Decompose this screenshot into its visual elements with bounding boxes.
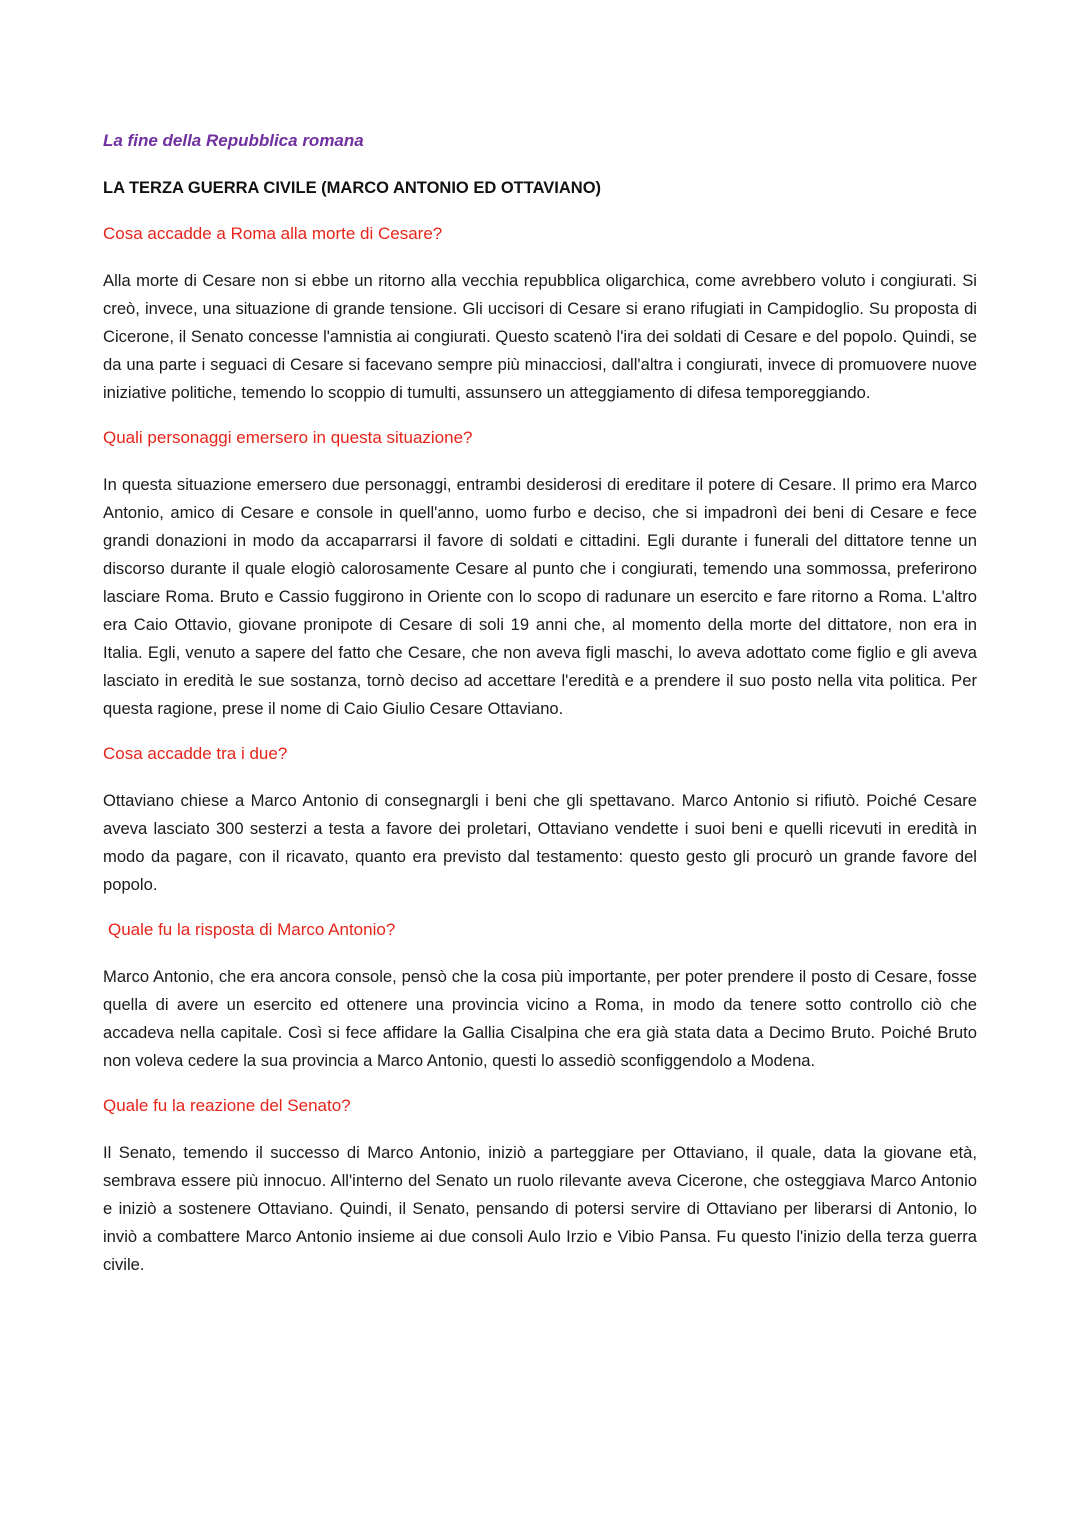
document-title: La fine della Repubblica romana	[103, 131, 364, 150]
answer-1: Alla morte di Cesare non si ebbe un ritorno alla vecchia repubblica oligarchica, come avrebbero voluto i congiurati. Si creò, invece, una situazione di grande tensione. Gli uccisori di Cesare si erano rifugiati in Campidoglio. Su proposta di Cicerone, il Senato concesse l'amnistia ai congiurati. Questo scatenò l'ira dei soldati di Cesare e del popolo. Quindi, se da una parte i seguaci di Cesare si facevano sempre più minacciosi, dall'altra i congiurati, invece di promuovere nuove iniziative politiche, temendo lo scoppio di tumulti, assunsero un atteggiamento di difesa temporeggiando.	[103, 271, 977, 402]
answer-2: In questa situazione emersero due personaggi, entrambi desiderosi di ereditare il potere di Cesare. Il primo era Marco Antonio, amico di Cesare e console in quell'anno, uomo furbo e deciso, che si impadronì dei beni di Cesare e fece grandi donazioni in modo da accaparrarsi il favore di soldati e cittadini. Egli durante i funerali del dittatore tenne un discorso durante il quale elogiò calorosamente Cesare al punto che i congiurati, temendo una sommossa, preferirono lasciare Roma. Bruto e Cassio fuggirono in Oriente con lo scopo di radunare un esercito e fare ritorno a Roma. L'altro era Caio Ottavio, giovane pronipote di Cesare di soli 19 anni che, al momento della morte del dittatore, non era in Italia. Egli, venuto a sapere del fatto che Cesare, che non aveva figli maschi, lo aveva adottato come figlio e gli aveva lasciato in eredità le sue sostanza, tornò deciso ad accettare l'eredità e a prendere il suo posto nella vita politica. Per questa ragione, prese il nome di Caio Giulio Cesare Ottaviano.	[103, 475, 977, 718]
question-4: Quale fu la risposta di Marco Antonio?	[108, 920, 396, 939]
question-5: Quale fu la reazione del Senato?	[103, 1096, 351, 1115]
answer-4: Marco Antonio, che era ancora console, pensò che la cosa più importante, per poter prendere il posto di Cesare, fosse quella di avere un esercito ed ottenere una provincia vicino a Roma, in modo da tenere sotto controllo ciò che accadeva nella capitale. Così si fece affidare la Gallia Cisalpina che era già stata data a Decimo Bruto. Poiché Bruto non voleva cedere la sua provincia a Marco Antonio, questi lo assediò sconfiggendolo a Modena.	[103, 967, 977, 1070]
answer-3: Ottaviano chiese a Marco Antonio di consegnargli i beni che gli spettavano. Marco Antonio si rifiutò. Poiché Cesare aveva lasciato 300 sesterzi a testa a favore dei proletari, Ottaviano vendette i suoi beni e quelli ricevuti in eredità in modo da pagare, con il ricavato, quanto era previsto dal testamento: questo gesto gli procurò un grande favore del popolo.	[103, 791, 977, 894]
question-2: Quali personaggi emersero in questa situazione?	[103, 428, 473, 447]
answer-5: Il Senato, temendo il successo di Marco Antonio, iniziò a parteggiare per Ottaviano, il quale, data la giovane età, sembrava essere più innocuo. All'interno del Senato un ruolo rilevante aveva Cicerone, che osteggiava Marco Antonio e iniziò a sostenere Ottaviano. Quindi, il Senato, pensando di potersi servire di Ottaviano per liberarsi di Antonio, lo inviò a combattere Marco Antonio insieme ai due consoli Aulo Irzio e Vibio Pansa. Fu questo l'inizio della terza guerra civile.	[103, 1143, 977, 1274]
section-heading: LA TERZA GUERRA CIVILE (MARCO ANTONIO ED OTTAVIANO)	[103, 179, 602, 197]
question-3: Cosa accadde tra i due?	[103, 744, 288, 763]
document-page	[103, 128, 977, 1297]
question-1: Cosa accadde a Roma alla morte di Cesare?	[103, 224, 443, 243]
